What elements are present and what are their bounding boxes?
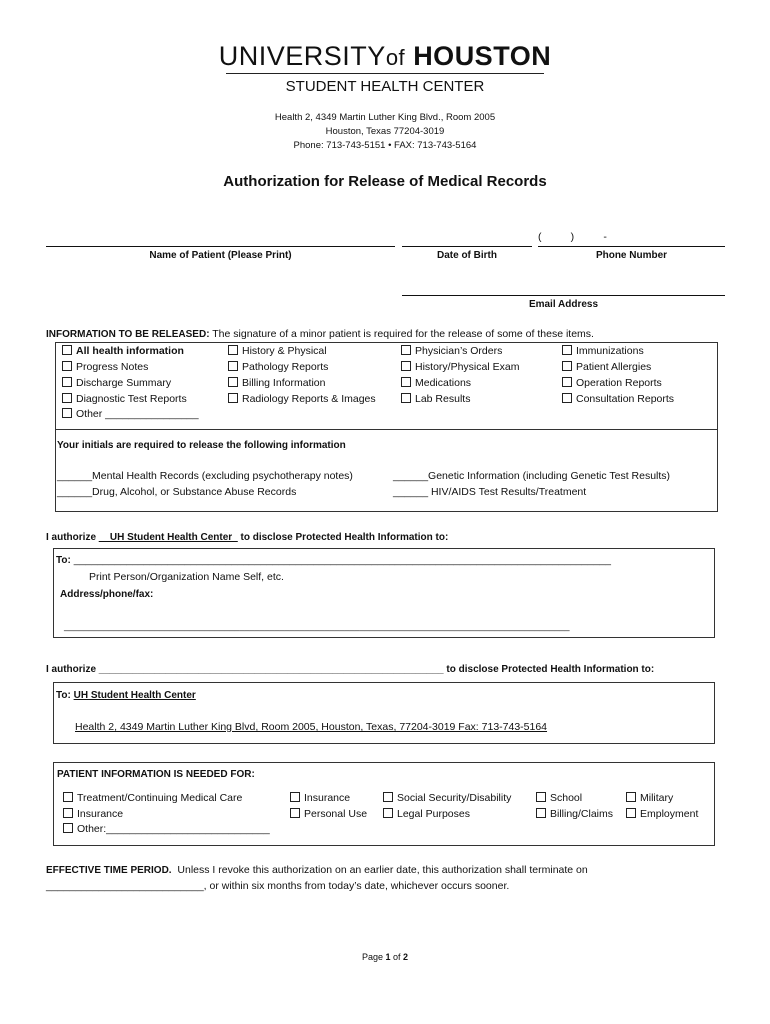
address-line[interactable]: _____________________________________________________________________________________________________	[64, 621, 570, 631]
checkbox-patient-allergies[interactable]: Patient Allergies	[562, 360, 651, 375]
page-title: Authorization for Release of Medical Records	[223, 173, 547, 190]
checkbox-icon[interactable]	[536, 808, 546, 818]
checkbox-icon[interactable]	[626, 808, 636, 818]
authorize-1-entity: __UH Student Health Center_	[98, 532, 238, 543]
initials-heading: Your initials are required to release the following information	[57, 440, 346, 451]
checkbox-consultation-reports[interactable]: Consultation Reports	[562, 392, 674, 407]
checkbox-icon[interactable]	[290, 792, 300, 802]
checkbox-icon[interactable]	[228, 361, 238, 371]
checkbox-icon[interactable]	[383, 792, 393, 802]
effective-period-line-1: EFFECTIVE TIME PERIOD. Unless I revoke this authorization on an earlier date, this authorization shall terminate on	[46, 864, 588, 876]
checkbox-medications[interactable]: Medications	[401, 376, 471, 391]
release-heading: INFORMATION TO BE RELEASED:	[46, 329, 210, 340]
checkbox-icon[interactable]	[562, 377, 572, 387]
checkbox-icon[interactable]	[401, 377, 411, 387]
disclose-to-row	[56, 553, 611, 568]
patient-name-label: Name of Patient (Please Print)	[149, 250, 292, 261]
to-uh-value: UH Student Health Center	[73, 690, 196, 701]
checkbox-billing-information[interactable]: Billing Information	[228, 376, 325, 391]
email-label: Email Address	[528, 299, 599, 310]
phone-mask: ( ) -	[538, 231, 607, 243]
checkbox-discharge-summary[interactable]: Discharge Summary	[62, 376, 171, 391]
checkbox-radiology-reports[interactable]: Radiology Reports & Images	[228, 392, 376, 407]
patient-info-box	[53, 762, 715, 846]
address-label: Address/phone/fax:	[60, 589, 154, 600]
checkbox-icon[interactable]	[62, 393, 72, 403]
checkbox-physicians-orders[interactable]: Physician’s Orders	[401, 344, 502, 359]
checkbox-school[interactable]: School	[536, 791, 582, 806]
date-of-birth-field[interactable]	[402, 246, 532, 247]
to-uh-row: To: UH Student Health Center	[56, 690, 196, 701]
checkbox-immunizations[interactable]: Immunizations	[562, 344, 644, 359]
checkbox-legal-purposes[interactable]: Legal Purposes	[383, 807, 470, 822]
checkbox-icon[interactable]	[536, 792, 546, 802]
address-line-2: Houston, Texas 77204-3019	[325, 126, 445, 137]
address-line-3: Phone: 713-743-5151 • FAX: 713-743-5164	[293, 140, 477, 151]
checkbox-icon[interactable]	[290, 808, 300, 818]
phone-number-field[interactable]	[538, 246, 725, 247]
checkbox-military[interactable]: Military	[626, 791, 673, 806]
disclose-to-box	[53, 548, 715, 638]
effective-period-line-2[interactable]: ___________________________, or within six months from today’s date, whichever occurs sooner.	[46, 880, 510, 892]
release-divider	[55, 429, 718, 430]
checkbox-social-security[interactable]: Social Security/Disability	[383, 791, 511, 806]
to-name-line[interactable]: ____________________________________________________________________________________________	[73, 554, 611, 566]
checkbox-icon[interactable]	[62, 361, 72, 371]
page-indicator: Page 1 of 2	[361, 952, 409, 962]
initials-genetic-information[interactable]: ______Genetic Information (including Genetic Test Results)	[393, 470, 671, 482]
checkbox-other-purpose[interactable]: Other:____________________________	[63, 822, 270, 837]
checkbox-icon[interactable]	[62, 345, 72, 355]
logo	[0, 40, 770, 74]
checkbox-pathology-reports[interactable]: Pathology Reports	[228, 360, 328, 375]
checkbox-icon[interactable]	[401, 361, 411, 371]
checkbox-icon[interactable]	[62, 377, 72, 387]
email-field[interactable]	[402, 295, 725, 296]
logo-university: UNIVERSITY	[218, 41, 386, 71]
checkbox-icon[interactable]	[63, 823, 73, 833]
checkbox-employment[interactable]: Employment	[626, 807, 698, 822]
checkbox-icon[interactable]	[562, 361, 572, 371]
checkbox-history-physical[interactable]: History & Physical	[228, 344, 327, 359]
release-heading-row	[46, 327, 594, 342]
checkbox-icon[interactable]	[62, 408, 72, 418]
checkbox-history-physical-exam[interactable]: History/Physical Exam	[401, 360, 519, 375]
authorize-1-sentence: I authorize __UH Student Health Center_ to disclose Protected Health Information to:	[46, 532, 449, 543]
print-hint: Print Person/Organization Name Self, etc.	[89, 571, 284, 583]
checkbox-icon[interactable]	[562, 345, 572, 355]
checkbox-icon[interactable]	[383, 808, 393, 818]
checkbox-lab-results[interactable]: Lab Results	[401, 392, 470, 407]
logo-houston: HOUSTON	[413, 41, 552, 71]
initials-hiv-aids[interactable]: ______ HIV/AIDS Test Results/Treatment	[393, 486, 587, 498]
checkbox-icon[interactable]	[228, 345, 238, 355]
disclose-to-uh-box	[53, 682, 715, 744]
initials-drug-alcohol[interactable]: ______Drug, Alcohol, or Substance Abuse Records	[57, 486, 297, 498]
checkbox-icon[interactable]	[626, 792, 636, 802]
to-label: To:	[56, 555, 71, 566]
checkbox-icon[interactable]	[63, 808, 73, 818]
checkbox-progress-notes[interactable]: Progress Notes	[62, 360, 148, 375]
uh-address: Health 2, 4349 Martin Luther King Blvd, Room 2005, Houston, Texas, 77204-3019 Fax: 713-743-5164	[75, 721, 548, 733]
authorize-2-blank[interactable]: ______________________________________________________________	[98, 664, 444, 675]
release-box	[55, 342, 718, 512]
release-note: The signature of a minor patient is required for the release of some of these items.	[212, 328, 594, 340]
checkbox-insurance-2[interactable]: Insurance	[290, 791, 350, 806]
effective-period-label: EFFECTIVE TIME PERIOD.	[46, 865, 172, 876]
authorize-2-sentence: I authorize ______________________________________________________________ to disclose Protected Health Information to:	[46, 664, 655, 675]
address-line-1: Health 2, 4349 Martin Luther King Blvd., Room 2005	[274, 112, 496, 123]
date-of-birth-label: Date of Birth	[437, 250, 497, 261]
checkbox-icon[interactable]	[401, 345, 411, 355]
checkbox-treatment[interactable]: Treatment/Continuing Medical Care	[63, 791, 242, 806]
logo-of: of	[385, 45, 406, 70]
checkbox-billing-claims[interactable]: Billing/Claims	[536, 807, 613, 822]
checkbox-icon[interactable]	[228, 377, 238, 387]
checkbox-insurance-1[interactable]: Insurance	[63, 807, 123, 822]
checkbox-icon[interactable]	[562, 393, 572, 403]
initials-mental-health[interactable]: ______Mental Health Records (excluding psychotherapy notes)	[57, 470, 353, 482]
checkbox-icon[interactable]	[228, 393, 238, 403]
checkbox-all-health-information[interactable]: All health information	[62, 344, 184, 359]
patient-name-field[interactable]	[46, 246, 395, 247]
checkbox-other[interactable]: Other ________________	[62, 407, 199, 422]
patient-info-heading: PATIENT INFORMATION IS NEEDED FOR:	[57, 769, 255, 780]
checkbox-icon[interactable]	[401, 393, 411, 403]
checkbox-diagnostic-test-reports[interactable]: Diagnostic Test Reports	[62, 392, 187, 407]
phone-number-label: Phone Number	[595, 250, 668, 261]
checkbox-personal-use[interactable]: Personal Use	[290, 807, 367, 822]
logo-divider	[226, 73, 544, 74]
logo-subtitle: STUDENT HEALTH CENTER	[285, 78, 485, 95]
checkbox-operation-reports[interactable]: Operation Reports	[562, 376, 662, 391]
checkbox-icon[interactable]	[63, 792, 73, 802]
